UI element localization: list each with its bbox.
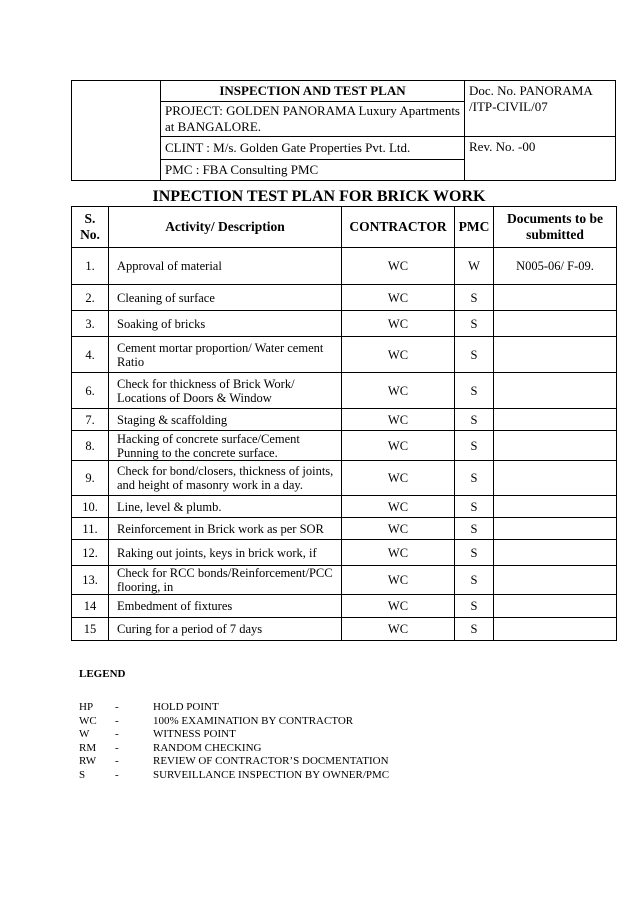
col-contractor-header: CONTRACTOR xyxy=(342,207,455,248)
row-activity: Raking out joints, keys in brick work, if xyxy=(109,540,342,566)
revision-number: Rev. No. -00 xyxy=(465,137,616,181)
row-documents xyxy=(494,540,617,566)
col-activity-header: Activity/ Description xyxy=(109,207,342,248)
row-contractor: WC xyxy=(342,409,455,431)
table-row xyxy=(72,285,617,311)
row-pmc: S xyxy=(455,518,494,540)
legend-description: REVIEW OF CONTRACTOR’S DOCMENTATION xyxy=(153,755,389,768)
row-contractor: WC xyxy=(342,461,455,496)
legend-item xyxy=(79,742,389,756)
row-pmc: S xyxy=(455,373,494,409)
row-pmc: S xyxy=(455,540,494,566)
legend-item xyxy=(79,769,389,783)
legend-item xyxy=(79,701,389,715)
row-pmc: S xyxy=(455,285,494,311)
row-pmc: S xyxy=(455,461,494,496)
row-activity: Cement mortar proportion/ Water cement Ratio xyxy=(109,337,342,373)
row-documents xyxy=(494,566,617,595)
row-activity: Approval of material xyxy=(109,248,342,285)
legend-description: SURVEILLANCE INSPECTION BY OWNER/PMC xyxy=(153,768,390,781)
pmc-name: PMC : FBA Consulting PMC xyxy=(161,160,465,181)
row-contractor: WC xyxy=(342,618,455,641)
legend-item xyxy=(79,728,389,742)
row-sno: 13. xyxy=(72,566,109,595)
legend-dash: - xyxy=(115,768,119,781)
row-sno: 8. xyxy=(72,431,109,461)
row-sno: 2. xyxy=(72,285,109,311)
legend-description: HOLD POINT xyxy=(153,701,219,713)
legend-dash: - xyxy=(115,701,119,713)
table-row xyxy=(72,540,617,566)
row-pmc: S xyxy=(455,618,494,641)
legend-item xyxy=(79,715,389,729)
table-row xyxy=(72,248,617,285)
row-activity: Reinforcement in Brick work as per SOR xyxy=(109,518,342,540)
legend-item xyxy=(79,755,389,769)
row-documents xyxy=(494,431,617,461)
row-documents xyxy=(494,285,617,311)
table-row xyxy=(72,311,617,337)
row-pmc: S xyxy=(455,337,494,373)
legend-code: WC xyxy=(79,714,97,727)
row-sno: 9. xyxy=(72,461,109,496)
row-sno: 1. xyxy=(72,248,109,285)
legend-description: WITNESS POINT xyxy=(153,728,236,741)
row-sno: 7. xyxy=(72,409,109,431)
project-name: PROJECT: GOLDEN PANORAMA Luxury Apartments at BANGALORE. xyxy=(161,102,465,137)
doc-number: Doc. No. PANORAMA /ITP-CIVIL/07 xyxy=(465,81,616,137)
legend-title: LEGEND xyxy=(79,668,126,680)
col-documents-header: Documents to be submitted xyxy=(494,207,617,248)
row-activity: Check for bond/closers, thickness of joints, and height of masonry work in a day. xyxy=(109,461,342,496)
row-pmc: W xyxy=(455,248,494,285)
row-documents xyxy=(494,618,617,641)
row-contractor: WC xyxy=(342,496,455,518)
row-activity: Staging & scaffolding xyxy=(109,409,342,431)
table-row xyxy=(72,595,617,618)
table-row xyxy=(72,566,617,595)
row-contractor: WC xyxy=(342,540,455,566)
row-contractor: WC xyxy=(342,248,455,285)
inspection-table xyxy=(71,206,617,641)
row-sno: 10. xyxy=(72,496,109,518)
row-documents xyxy=(494,337,617,373)
row-pmc: S xyxy=(455,595,494,618)
row-activity: Check for thickness of Brick Work/ Locations of Doors & Window xyxy=(109,373,342,409)
logo-cell xyxy=(72,81,161,181)
row-contractor: WC xyxy=(342,431,455,461)
table-row xyxy=(72,431,617,461)
row-sno: 11. xyxy=(72,518,109,540)
legend xyxy=(79,668,389,783)
row-activity: Cleaning of surface xyxy=(109,285,342,311)
row-pmc: S xyxy=(455,311,494,337)
row-activity: Soaking of bricks xyxy=(109,311,342,337)
section-title: INPECTION TEST PLAN FOR BRICK WORK xyxy=(152,188,486,205)
row-pmc: S xyxy=(455,496,494,518)
row-pmc: S xyxy=(455,431,494,461)
row-contractor: WC xyxy=(342,518,455,540)
legend-dash: - xyxy=(115,741,119,754)
row-contractor: WC xyxy=(342,311,455,337)
legend-code: RW xyxy=(79,755,97,768)
col-pmc-header: PMC xyxy=(455,207,494,248)
row-documents xyxy=(494,409,617,431)
row-documents xyxy=(494,496,617,518)
document-header xyxy=(71,80,616,181)
row-sno: 15 xyxy=(72,618,109,641)
table-row xyxy=(72,373,617,409)
client-name: CLINT : M/s. Golden Gate Properties Pvt. Ltd. xyxy=(161,137,465,160)
table-row xyxy=(72,461,617,496)
legend-description: RANDOM CHECKING xyxy=(153,741,262,754)
legend-code: W xyxy=(79,728,90,741)
legend-code: HP xyxy=(79,701,94,713)
row-documents: N005-06/ F-09. xyxy=(494,248,617,285)
legend-dash: - xyxy=(115,755,119,768)
table-header-row xyxy=(72,207,617,248)
row-activity: Embedment of fixtures xyxy=(109,595,342,618)
row-activity: Hacking of concrete surface/Cement Punning to the concrete surface. xyxy=(109,431,342,461)
row-sno: 14 xyxy=(72,595,109,618)
row-documents xyxy=(494,518,617,540)
legend-code: S xyxy=(79,768,86,781)
plan-title: INSPECTION AND TEST PLAN xyxy=(161,81,465,102)
row-documents xyxy=(494,461,617,496)
row-pmc: S xyxy=(455,409,494,431)
legend-dash: - xyxy=(115,728,119,741)
row-contractor: WC xyxy=(342,373,455,409)
row-contractor: WC xyxy=(342,285,455,311)
row-documents xyxy=(494,595,617,618)
row-activity: Curing for a period of 7 days xyxy=(109,618,342,641)
table-row xyxy=(72,409,617,431)
table-row xyxy=(72,618,617,641)
table-row xyxy=(72,337,617,373)
row-contractor: WC xyxy=(342,337,455,373)
row-documents xyxy=(494,373,617,409)
row-sno: 6. xyxy=(72,373,109,409)
row-sno: 3. xyxy=(72,311,109,337)
row-sno: 12. xyxy=(72,540,109,566)
row-contractor: WC xyxy=(342,566,455,595)
row-documents xyxy=(494,311,617,337)
row-contractor: WC xyxy=(342,595,455,618)
row-activity: Check for RCC bonds/Reinforcement/PCC flooring, in xyxy=(109,566,342,595)
table-row xyxy=(72,496,617,518)
row-pmc: S xyxy=(455,566,494,595)
col-sno-header: S. No. xyxy=(72,207,109,248)
row-activity: Line, level & plumb. xyxy=(109,496,342,518)
legend-description: 100% EXAMINATION BY CONTRACTOR xyxy=(153,714,354,727)
legend-code: RM xyxy=(79,741,97,754)
row-sno: 4. xyxy=(72,337,109,373)
legend-dash: - xyxy=(115,714,119,727)
table-row xyxy=(72,518,617,540)
